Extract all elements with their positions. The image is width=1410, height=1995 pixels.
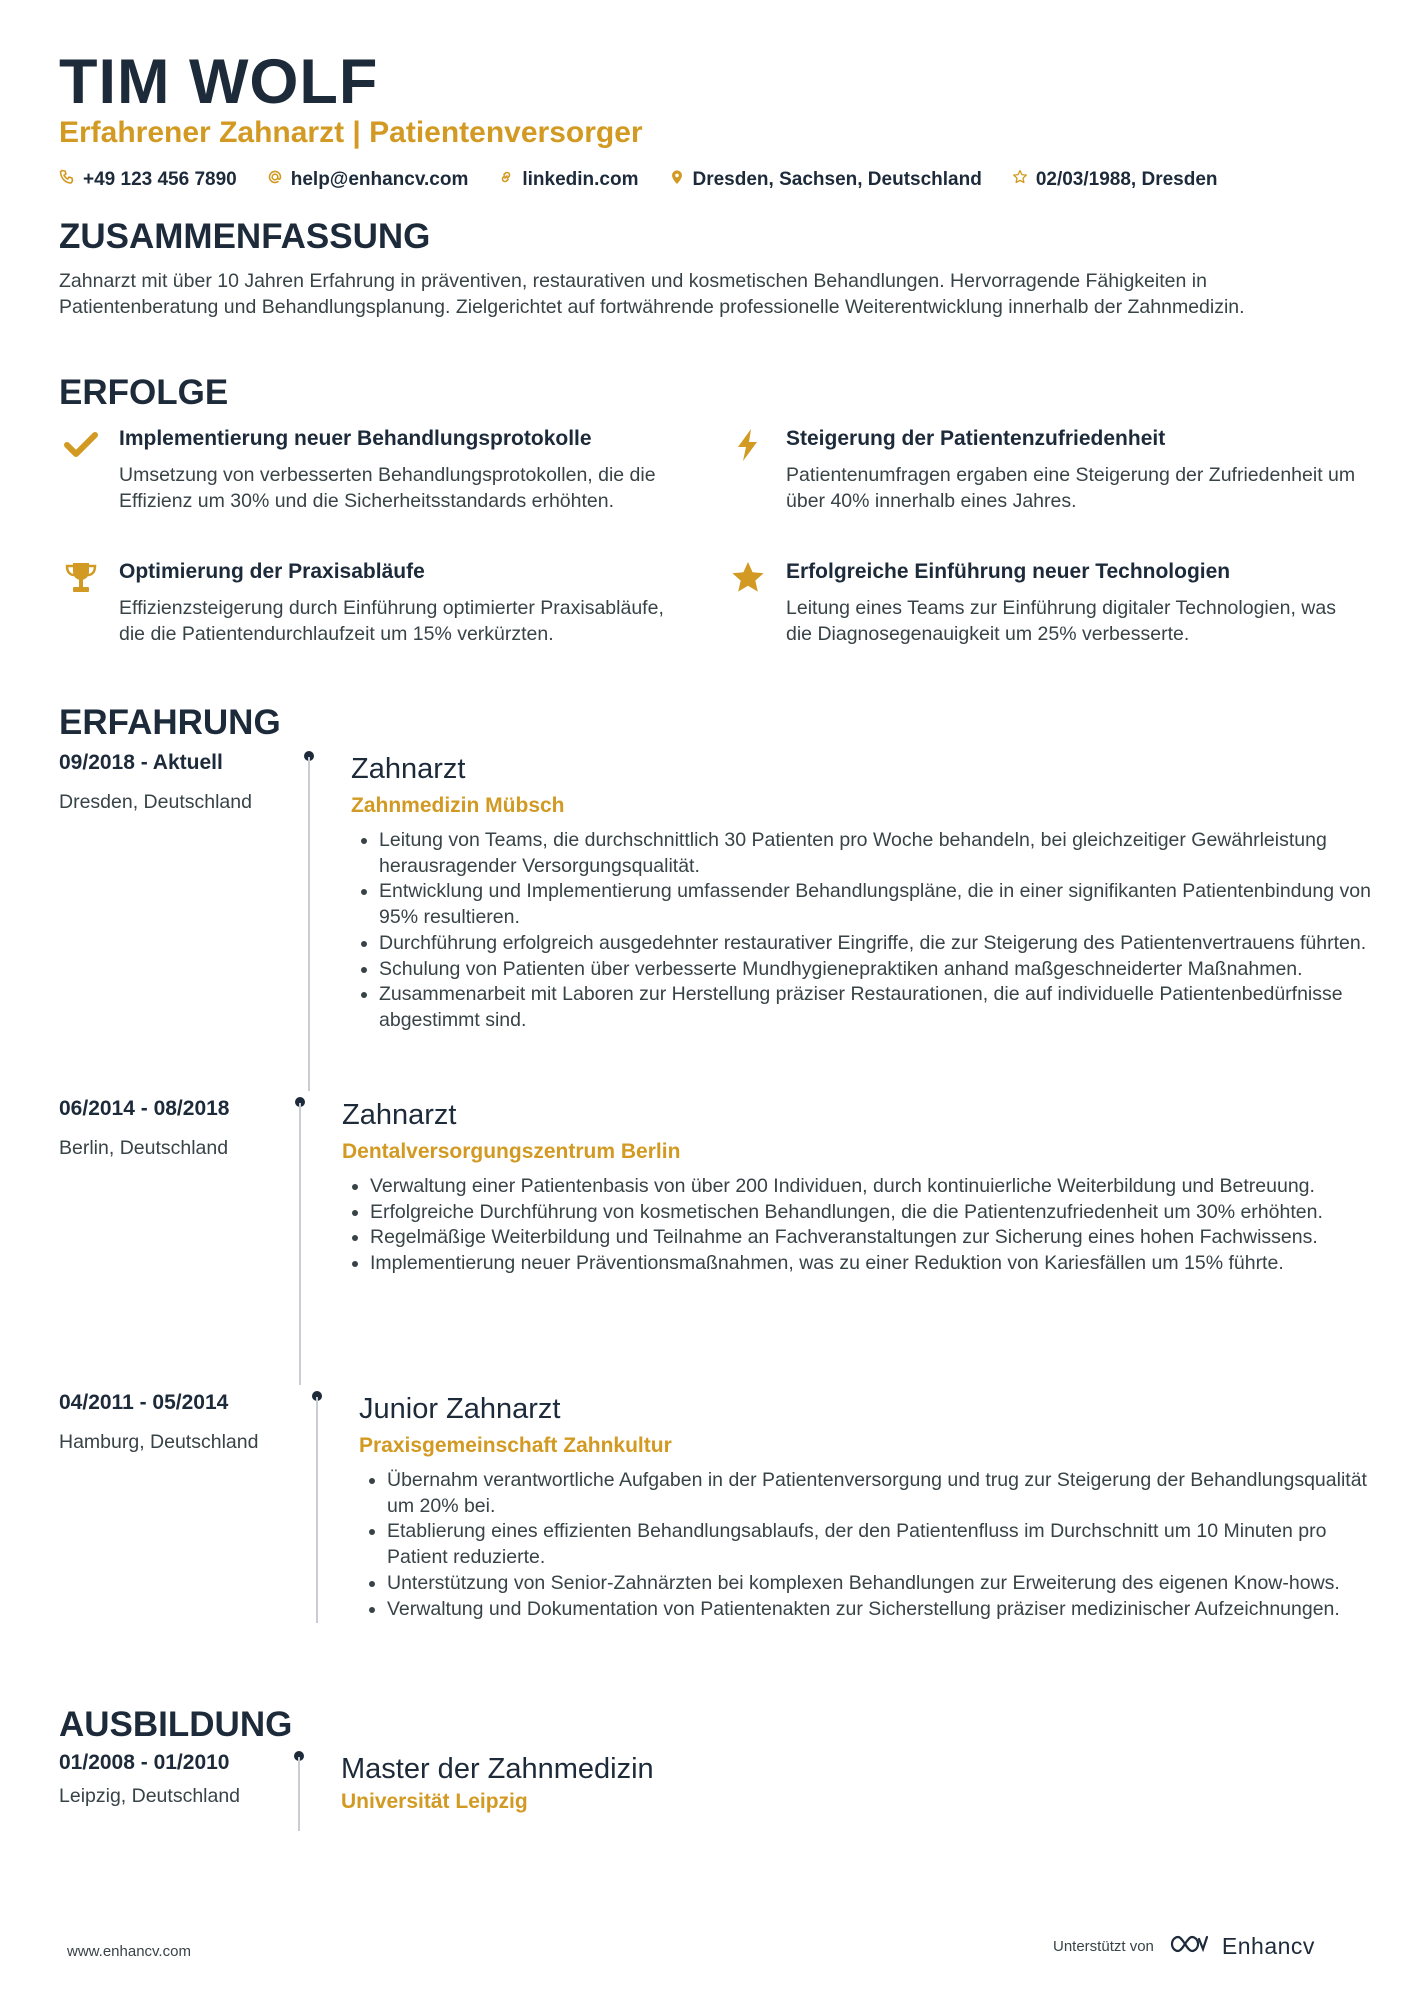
job-bullet: • Übernahm verantwortliche Aufgaben in der Patientenversorgung und trug zur Steigerung der Behandlungsqualität um 20% bei.: [387, 1468, 1379, 1519]
job-bullet: • Verwaltung einer Patientenbasis von über 200 Individuen, durch kontinuierliche Weiterbildung und Betreuung.: [370, 1174, 1379, 1200]
timeline-line: [316, 1397, 318, 1623]
contact-linkedin[interactable]: [498, 169, 638, 191]
job-bullet: • Unterstützung von Senior-Zahnärzten bei komplexen Behandlungen zur Erweiterung des eigenen Know-hows.: [387, 1571, 1379, 1597]
edu-school: Universität Leipzig: [341, 1790, 528, 1813]
job-bullet: • Leitung von Teams, die durchschnittlich 30 Patienten pro Woche behandeln, bei gleichzeitiger Gewährleistung herausragender Versorgungsqualität.: [379, 828, 1379, 879]
job-company: Dentalversorgungszentrum Berlin: [342, 1140, 681, 1163]
achievement-title: Optimierung der Praxisabläufe: [119, 560, 425, 583]
star-outline-icon: [1012, 169, 1028, 191]
experience-heading: ERFAHRUNG: [59, 703, 281, 742]
achievement-title: Erfolgreiche Einführung neuer Technologien: [786, 560, 1231, 583]
achievement-desc: Patientenumfragen ergaben eine Steigerung der Zufriedenheit um über 40% innerhalb eines Jahres.: [786, 464, 1356, 512]
job-date: 09/2018 - Aktuell: [59, 751, 223, 774]
candidate-subtitle: Erfahrener Zahnarzt | Patientenversorger: [59, 116, 643, 149]
trophy-icon: [59, 560, 103, 600]
contact-phone-text: +49 123 456 7890: [83, 169, 237, 190]
checkmark-icon: [59, 427, 103, 467]
summary-text: Zahnarzt mit über 10 Jahren Erfahrung in präventiven, restaurativen und kosmetischen Behandlungen. Hervorragende Fähigkeiten in Patientenberatung und Behandlungsplanung. Zielgerichtet auf fortwährende professionelle Weiterentwicklung innerhalb der Zahnmedizin.: [59, 270, 1245, 318]
job-bullets: [351, 828, 1379, 1034]
achievement-title: Steigerung der Patientenzufriedenheit: [786, 427, 1166, 450]
summary-heading: ZUSAMMENFASSUNG: [59, 217, 431, 256]
job-bullets: [342, 1174, 1379, 1277]
edu-location: Leipzig, Deutschland: [59, 1785, 241, 1807]
at-icon: [267, 169, 283, 191]
job-location: Hamburg, Deutschland: [59, 1431, 259, 1453]
education-heading: AUSBILDUNG: [59, 1705, 293, 1744]
timeline-line: [308, 757, 310, 1091]
footer-brand: Enhancv: [1221, 1932, 1315, 1959]
job-bullet: • Regelmäßige Weiterbildung und Teilnahme an Fachveranstaltungen zur Sicherung eines hohen Fachwissens.: [370, 1225, 1379, 1251]
job-location: Dresden, Deutschland: [59, 791, 252, 813]
achievements-heading: ERFOLGE: [59, 373, 229, 412]
job-bullet: • Verwaltung und Dokumentation von Patientenakten zur Sicherstellung präziser medizinischer Aufzeichnungen.: [387, 1597, 1379, 1623]
job-bullet: • Erfolgreiche Durchführung von kosmetischen Behandlungen, die die Patientenzufriedenheit um 30% erhöhten.: [370, 1200, 1379, 1226]
link-icon: [498, 169, 514, 191]
edu-degree: Master der Zahnmedizin: [341, 1753, 654, 1785]
job-location: Berlin, Deutschland: [59, 1137, 229, 1159]
achievement-desc: Leitung eines Teams zur Einführung digitaler Technologien, was die Diagnosegenauigkeit um 25% verbesserte.: [786, 597, 1336, 645]
edu-date: 01/2008 - 01/2010: [59, 1751, 230, 1774]
job-date: 04/2011 - 05/2014: [59, 1391, 229, 1414]
candidate-name: TIM WOLF: [59, 47, 379, 117]
location-pin-icon: [669, 169, 685, 191]
job-bullet: • Implementierung neuer Präventionsmaßnahmen, was zu einer Reduktion von Kariesfällen um 15% führte.: [370, 1251, 1379, 1277]
contact-birth: [1012, 169, 1218, 191]
lightning-icon: [726, 427, 770, 467]
footer-powered-by: Unterstützt von: [1053, 1937, 1154, 1955]
achievement-title: Implementierung neuer Behandlungsprotokolle: [119, 427, 592, 450]
achievement-desc: Umsetzung von verbesserten Behandlungsprotokollen, die die Effizienz um 30% und die Sicherheitsstandards erhöhten.: [119, 464, 656, 512]
job-role: Junior Zahnarzt: [359, 1393, 561, 1425]
star-icon: [726, 560, 770, 600]
enhancv-logo-icon: [1166, 1932, 1210, 1960]
contact-linkedin-text: linkedin.com: [522, 169, 639, 190]
job-role: Zahnarzt: [351, 753, 466, 785]
job-role: Zahnarzt: [342, 1099, 457, 1131]
contact-location: [669, 169, 982, 191]
timeline-line: [298, 1757, 300, 1831]
achievement-desc: Effizienzsteigerung durch Einführung optimierter Praxisabläufe, die die Patientendurchlaufzeit um 15% verkürzten.: [119, 597, 664, 645]
job-date: 06/2014 - 08/2018: [59, 1097, 230, 1120]
job-bullet: • Zusammenarbeit mit Laboren zur Herstellung präziser Restaurationen, die auf individuelle Patientenbedürfnisse abgestimmt sind.: [379, 982, 1379, 1033]
contact-birth-text: 02/03/1988, Dresden: [1035, 169, 1218, 190]
job-company: Zahnmedizin Mübsch: [351, 794, 565, 817]
contact-row: [59, 169, 1218, 191]
timeline-line: [299, 1103, 301, 1385]
contact-phone[interactable]: [59, 169, 237, 191]
job-bullet: • Entwicklung und Implementierung umfassender Behandlungspläne, die in einer signifikanten Patientenbindung von 95% resultieren.: [379, 879, 1379, 930]
contact-email[interactable]: [267, 169, 469, 191]
job-bullet: • Etablierung eines effizienten Behandlungsablaufs, der den Patientenfluss im Durchschnitt um 10 Minuten pro Patient reduzierte.: [387, 1519, 1379, 1570]
footer-website[interactable]: www.enhancv.com: [67, 1943, 191, 1960]
contact-email-text: help@enhancv.com: [290, 169, 469, 190]
job-bullets: [359, 1468, 1379, 1622]
footer-branding[interactable]: [1053, 1932, 1315, 1960]
job-bullet: • Durchführung erfolgreich ausgedehnter restaurativer Eingriffe, die zur Steigerung des Patientenvertrauens führten.: [379, 931, 1379, 957]
job-bullet: • Schulung von Patienten über verbesserte Mundhygienepraktiken anhand maßgeschneiderter Maßnahmen.: [379, 957, 1379, 983]
job-company: Praxisgemeinschaft Zahnkultur: [359, 1434, 672, 1457]
phone-icon: [59, 169, 75, 191]
contact-location-text: Dresden, Sachsen, Deutschland: [692, 169, 982, 190]
